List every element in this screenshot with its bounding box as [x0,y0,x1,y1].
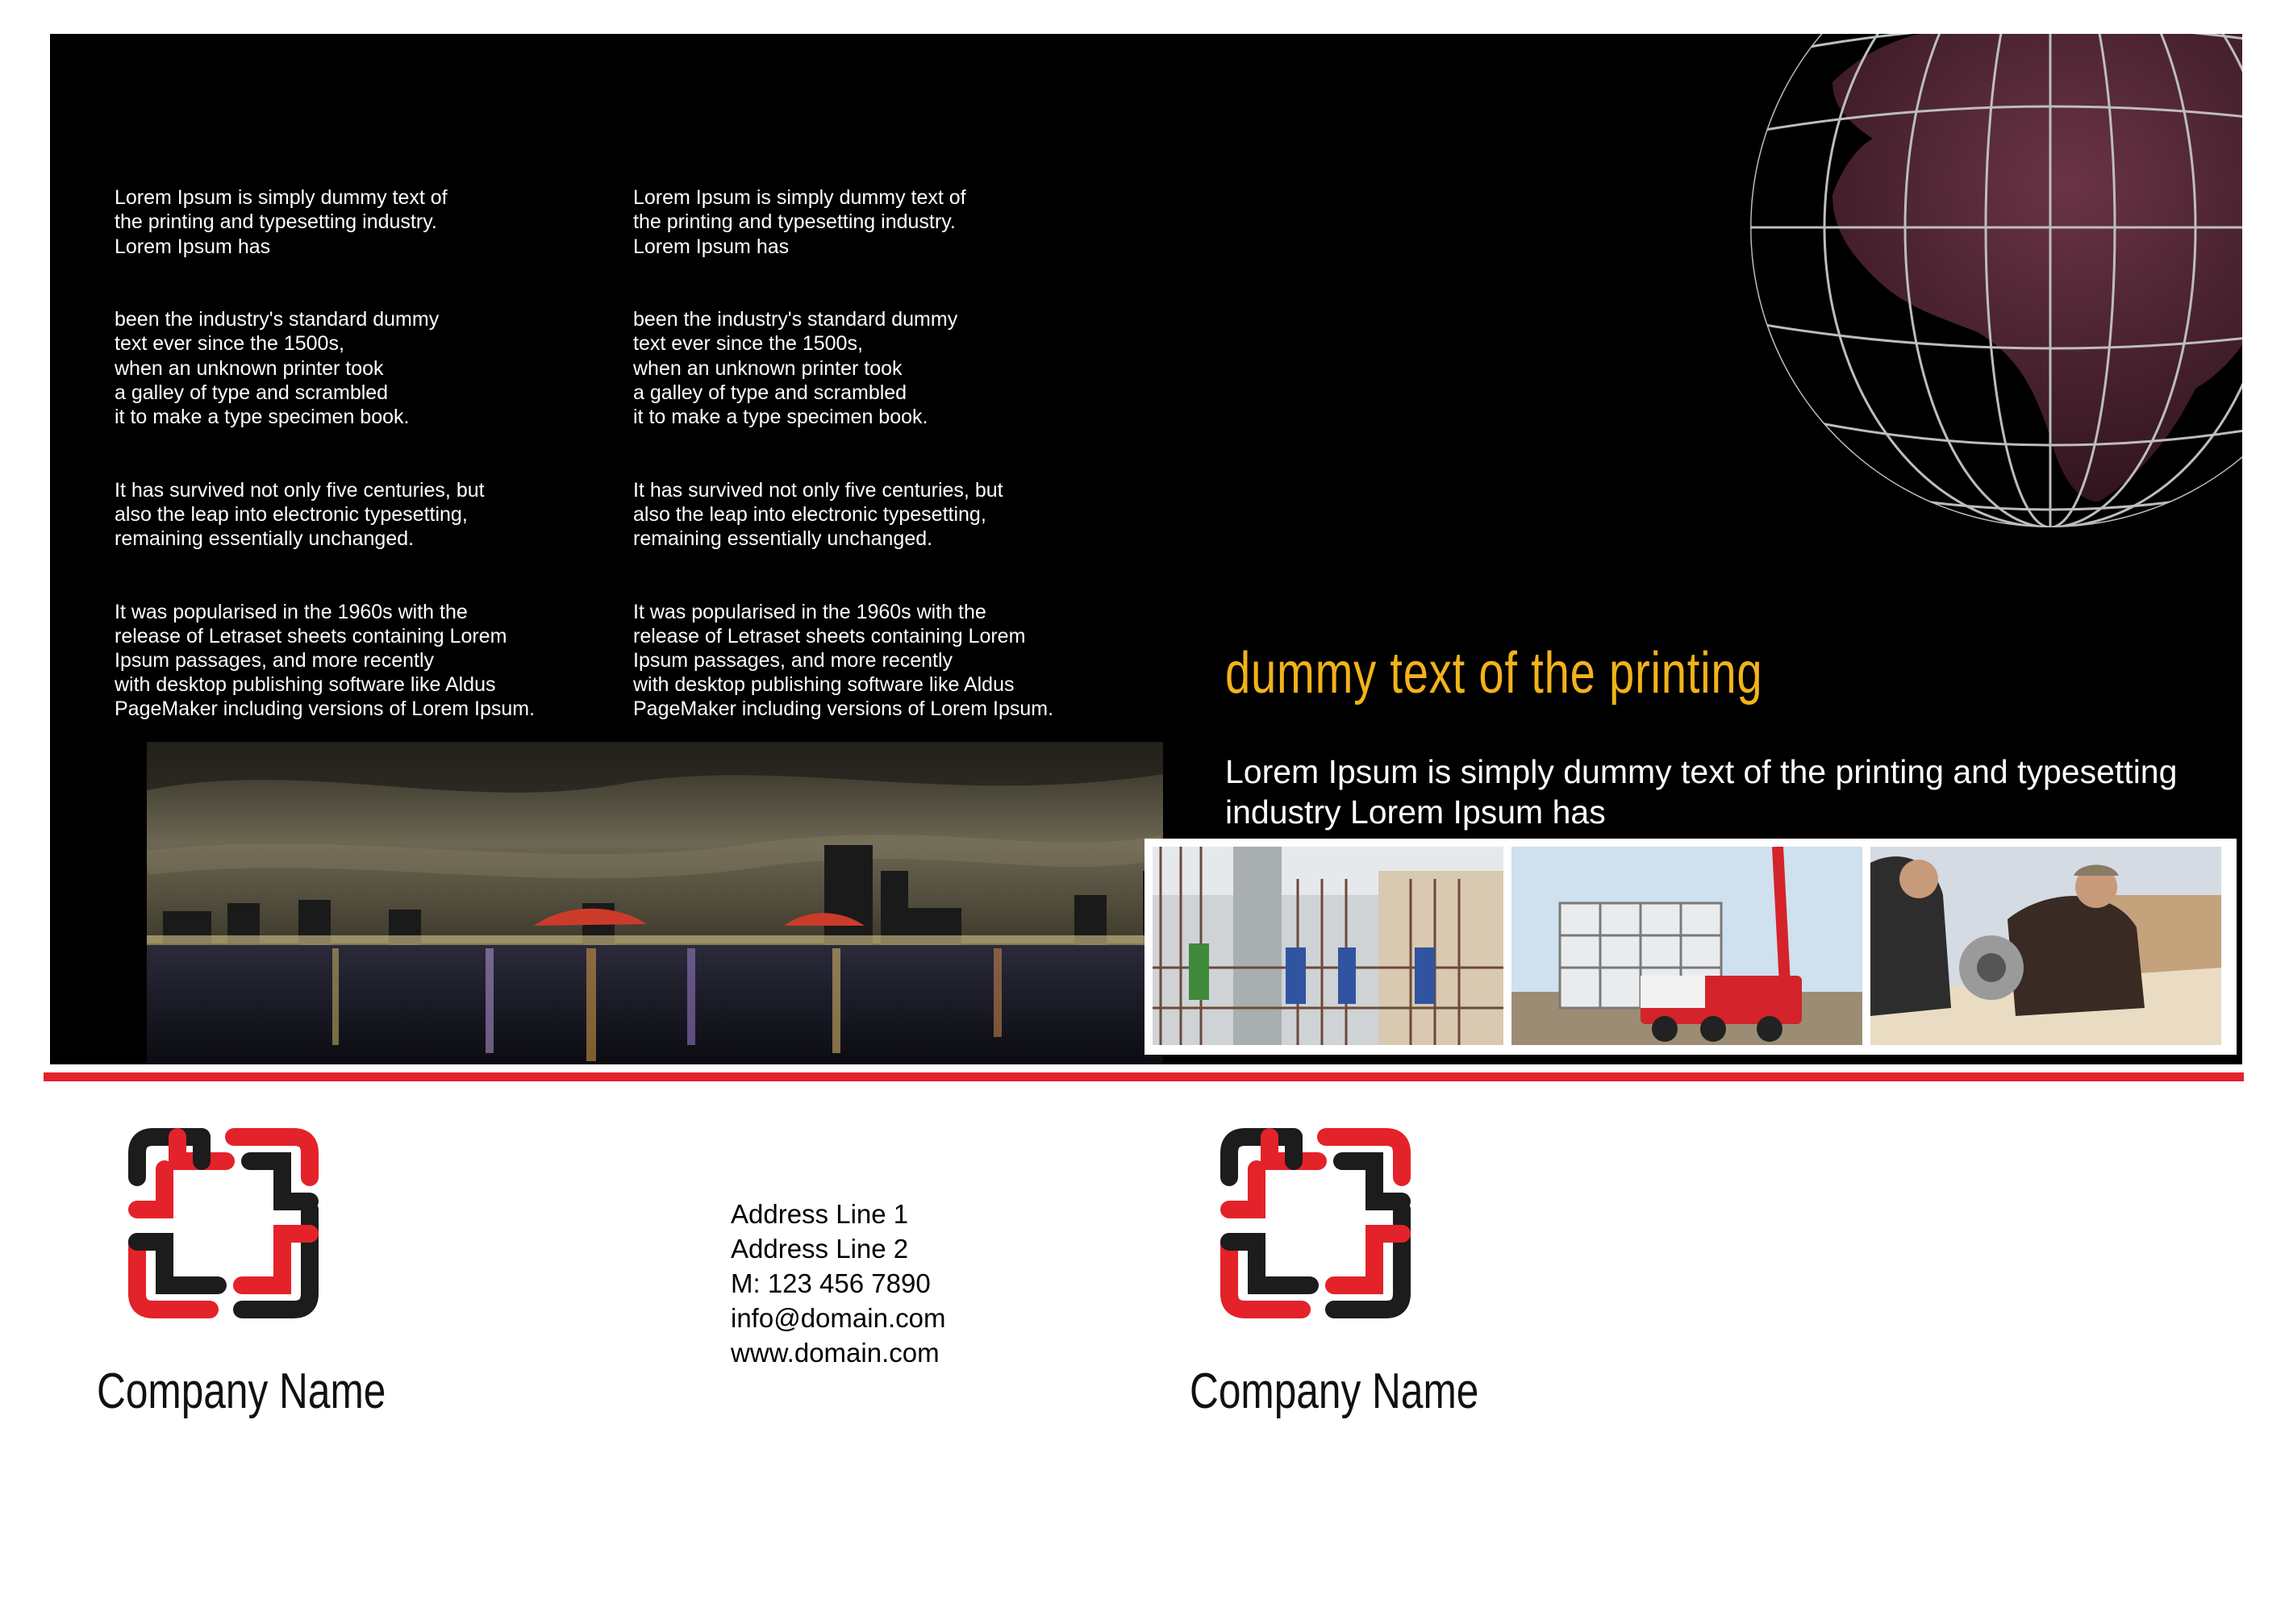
chain-logo-icon [1213,1121,1418,1326]
mobile-number: M: 123 456 7890 [731,1268,931,1298]
column-paragraph: been the industry's standard dummy text ever since the 1500s, when an unknown printer took a galley of type and scrambled it to make a type specimen book. [115,308,440,429]
scaffolding-crane-photo [1511,847,1862,1045]
column-paragraph: Lorem Ipsum is simply dummy text of the printing and typesetting industry. Lorem Ipsum has [633,186,966,258]
column-paragraph: It has survived not only five centuries, but also the leap into electronic typesetting, remaining essentially unchanged. [115,478,485,551]
address-line-2: Address Line 2 [731,1234,909,1264]
brochure-black-panel [50,34,2242,1064]
carpenter-saw-photo [1870,847,2221,1045]
text-column-right [633,161,1133,770]
subheadline: Lorem Ipsum is simply dummy text of the printing and typesetting industry Lorem Ipsum has [1225,753,2178,831]
column-paragraph: It was popularised in the 1960s with the release of Letraset sheets containing Lorem Ipsum passages, and more recently with desktop publishing software like Aldus PageMaker including versions of Lorem Ipsum. [633,600,1054,721]
night-city-skyline-photo [147,742,1163,1064]
column-paragraph: It was popularised in the 1960s with the release of Letraset sheets containing Lorem Ipsum passages, and more recently with desktop publishing software like Aldus PageMaker including versions of Lorem Ipsum. [115,600,536,721]
headline: dummy text of the printing [1225,641,1763,706]
text-column-left [115,161,615,770]
globe-illustration [1712,34,2242,598]
website-url: www.domain.com [731,1338,940,1368]
email-address: info@domain.com [731,1303,946,1333]
construction-workers-photo [1153,847,1503,1045]
column-paragraph: Lorem Ipsum is simply dummy text of the printing and typesetting industry. Lorem Ipsum has [115,186,448,258]
contact-block [731,1197,945,1370]
photo-strip [1144,839,2237,1055]
column-paragraph: been the industry's standard dummy text ever since the 1500s, when an unknown printer took a galley of type and scrambled it to make a type specimen book. [633,308,958,429]
column-paragraph: It has survived not only five centuries, but also the leap into electronic typesetting, remaining essentially unchanged. [633,478,1003,551]
address-line-1: Address Line 1 [731,1199,909,1229]
company-name: Company Name [1190,1364,1479,1419]
company-name: Company Name [97,1364,386,1419]
red-divider-line [44,1072,2244,1081]
chain-logo-icon [121,1121,326,1326]
